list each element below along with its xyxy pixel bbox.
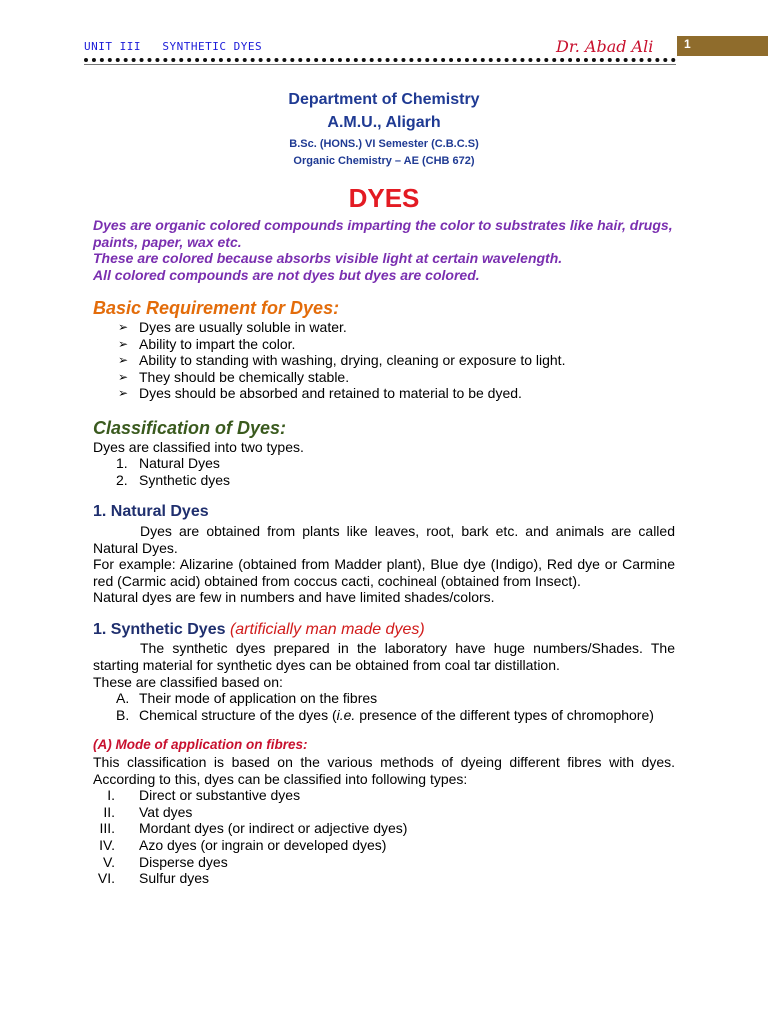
- mode-paragraph: This classification is based on the various methods of dyeing different fibres with dyes. According to this, dyes can be classified into following types:: [93, 754, 675, 787]
- classification-list: [93, 455, 675, 488]
- intro-line: These are colored because absorbs visible light at certain wavelength.: [93, 250, 563, 267]
- list-item: I. Direct or substantive dyes: [107, 787, 301, 804]
- list-item: A. Their mode of application on the fibres: [116, 690, 378, 707]
- intro-line: Dyes are organic colored compounds imparting the color to substrates like hair, drugs, paints, paper, wax etc.: [93, 217, 673, 250]
- arrow-bullet-icon: ➢: [118, 369, 129, 384]
- natural-paragraph: Natural dyes are few in numbers and have limited shades/colors.: [93, 589, 495, 606]
- document-body: [93, 217, 675, 887]
- page-number: 1: [684, 37, 691, 51]
- arrow-bullet-icon: ➢: [118, 319, 129, 334]
- list-item: III. Mordant dyes (or indirect or adjective dyes): [99, 820, 408, 837]
- natural-paragraph: For example: Alizarine (obtained from Madder plant), Blue dye (Indigo), Red dye or Carmine red (Carmic acid) obtained from coccus cacti, cochineal (obtained from Insect).: [93, 556, 675, 589]
- list-item: ➢ Dyes are usually soluble in water.: [118, 318, 347, 335]
- synthetic-dyes-heading: 1. Synthetic Dyes (artificially man made dyes): [93, 620, 425, 638]
- natural-dyes-heading: 1. Natural Dyes: [93, 503, 209, 521]
- requirements-list: [93, 319, 675, 402]
- list-item: B. Chemical structure of the dyes (i.e. presence of the different types of chromophore): [116, 706, 654, 723]
- list-item: II. Vat dyes: [103, 803, 193, 820]
- list-item: ➢ They should be chemically stable.: [118, 368, 350, 385]
- arrow-bullet-icon: ➢: [118, 386, 129, 401]
- arrow-bullet-icon: ➢: [118, 353, 129, 368]
- list-item: 1. Natural Dyes: [116, 455, 220, 472]
- header-rule: [84, 64, 676, 65]
- intro-block: [93, 217, 675, 283]
- list-item: VI. Sulfur dyes: [97, 870, 210, 887]
- list-item: IV. Azo dyes (or ingrain or developed dyes): [99, 837, 387, 853]
- classification-heading: Classification of Dyes:: [93, 417, 287, 438]
- course-line: B.Sc. (HONS.) VI Semester (C.B.C.S): [289, 138, 479, 150]
- paper-line: Organic Chemistry – AE (CHB 672): [293, 155, 475, 167]
- document-title: DYES: [348, 183, 420, 213]
- requirements-heading: Basic Requirement for Dyes:: [93, 298, 340, 319]
- synthetic-paragraph: The synthetic dyes prepared in the laboratory have huge numbers/Shades. The starting material for synthetic dyes can be obtained from coal tar distillation.: [93, 640, 675, 674]
- synthetic-paragraph: These are classified based on:: [93, 673, 283, 690]
- header-dotted-rule: [84, 58, 676, 62]
- synthetic-heading-note: (artificially man made dyes): [229, 620, 425, 638]
- dye-types-list: [93, 787, 675, 887]
- natural-paragraph: Dyes are obtained from plants like leaves, root, bark etc. and animals are called Natural Dyes.: [93, 522, 675, 556]
- list-item: 2. Synthetic dyes: [116, 471, 231, 488]
- author-name: Dr. Abad Ali: [556, 37, 654, 56]
- unit-label: UNIT III SYNTHETIC DYES: [84, 40, 263, 53]
- classification-intro: Dyes are classified into two types.: [93, 438, 304, 455]
- university-name: A.M.U., Aligarh: [327, 114, 441, 131]
- arrow-bullet-icon: ➢: [118, 336, 129, 351]
- basis-list: [93, 690, 675, 723]
- intro-line: All colored compounds are not dyes but dyes are colored.: [93, 266, 480, 283]
- department-name: Department of Chemistry: [288, 91, 480, 108]
- list-item: ➢ Ability to impart the color.: [118, 335, 296, 352]
- list-item: V. Disperse dyes: [103, 853, 228, 870]
- list-item: ➢ Ability to standing with washing, drying, cleaning or exposure to light.: [118, 352, 566, 369]
- mode-heading: (A) Mode of application on fibres:: [93, 737, 308, 753]
- list-item: ➢ Dyes should be absorbed and retained to material to be dyed.: [118, 385, 522, 402]
